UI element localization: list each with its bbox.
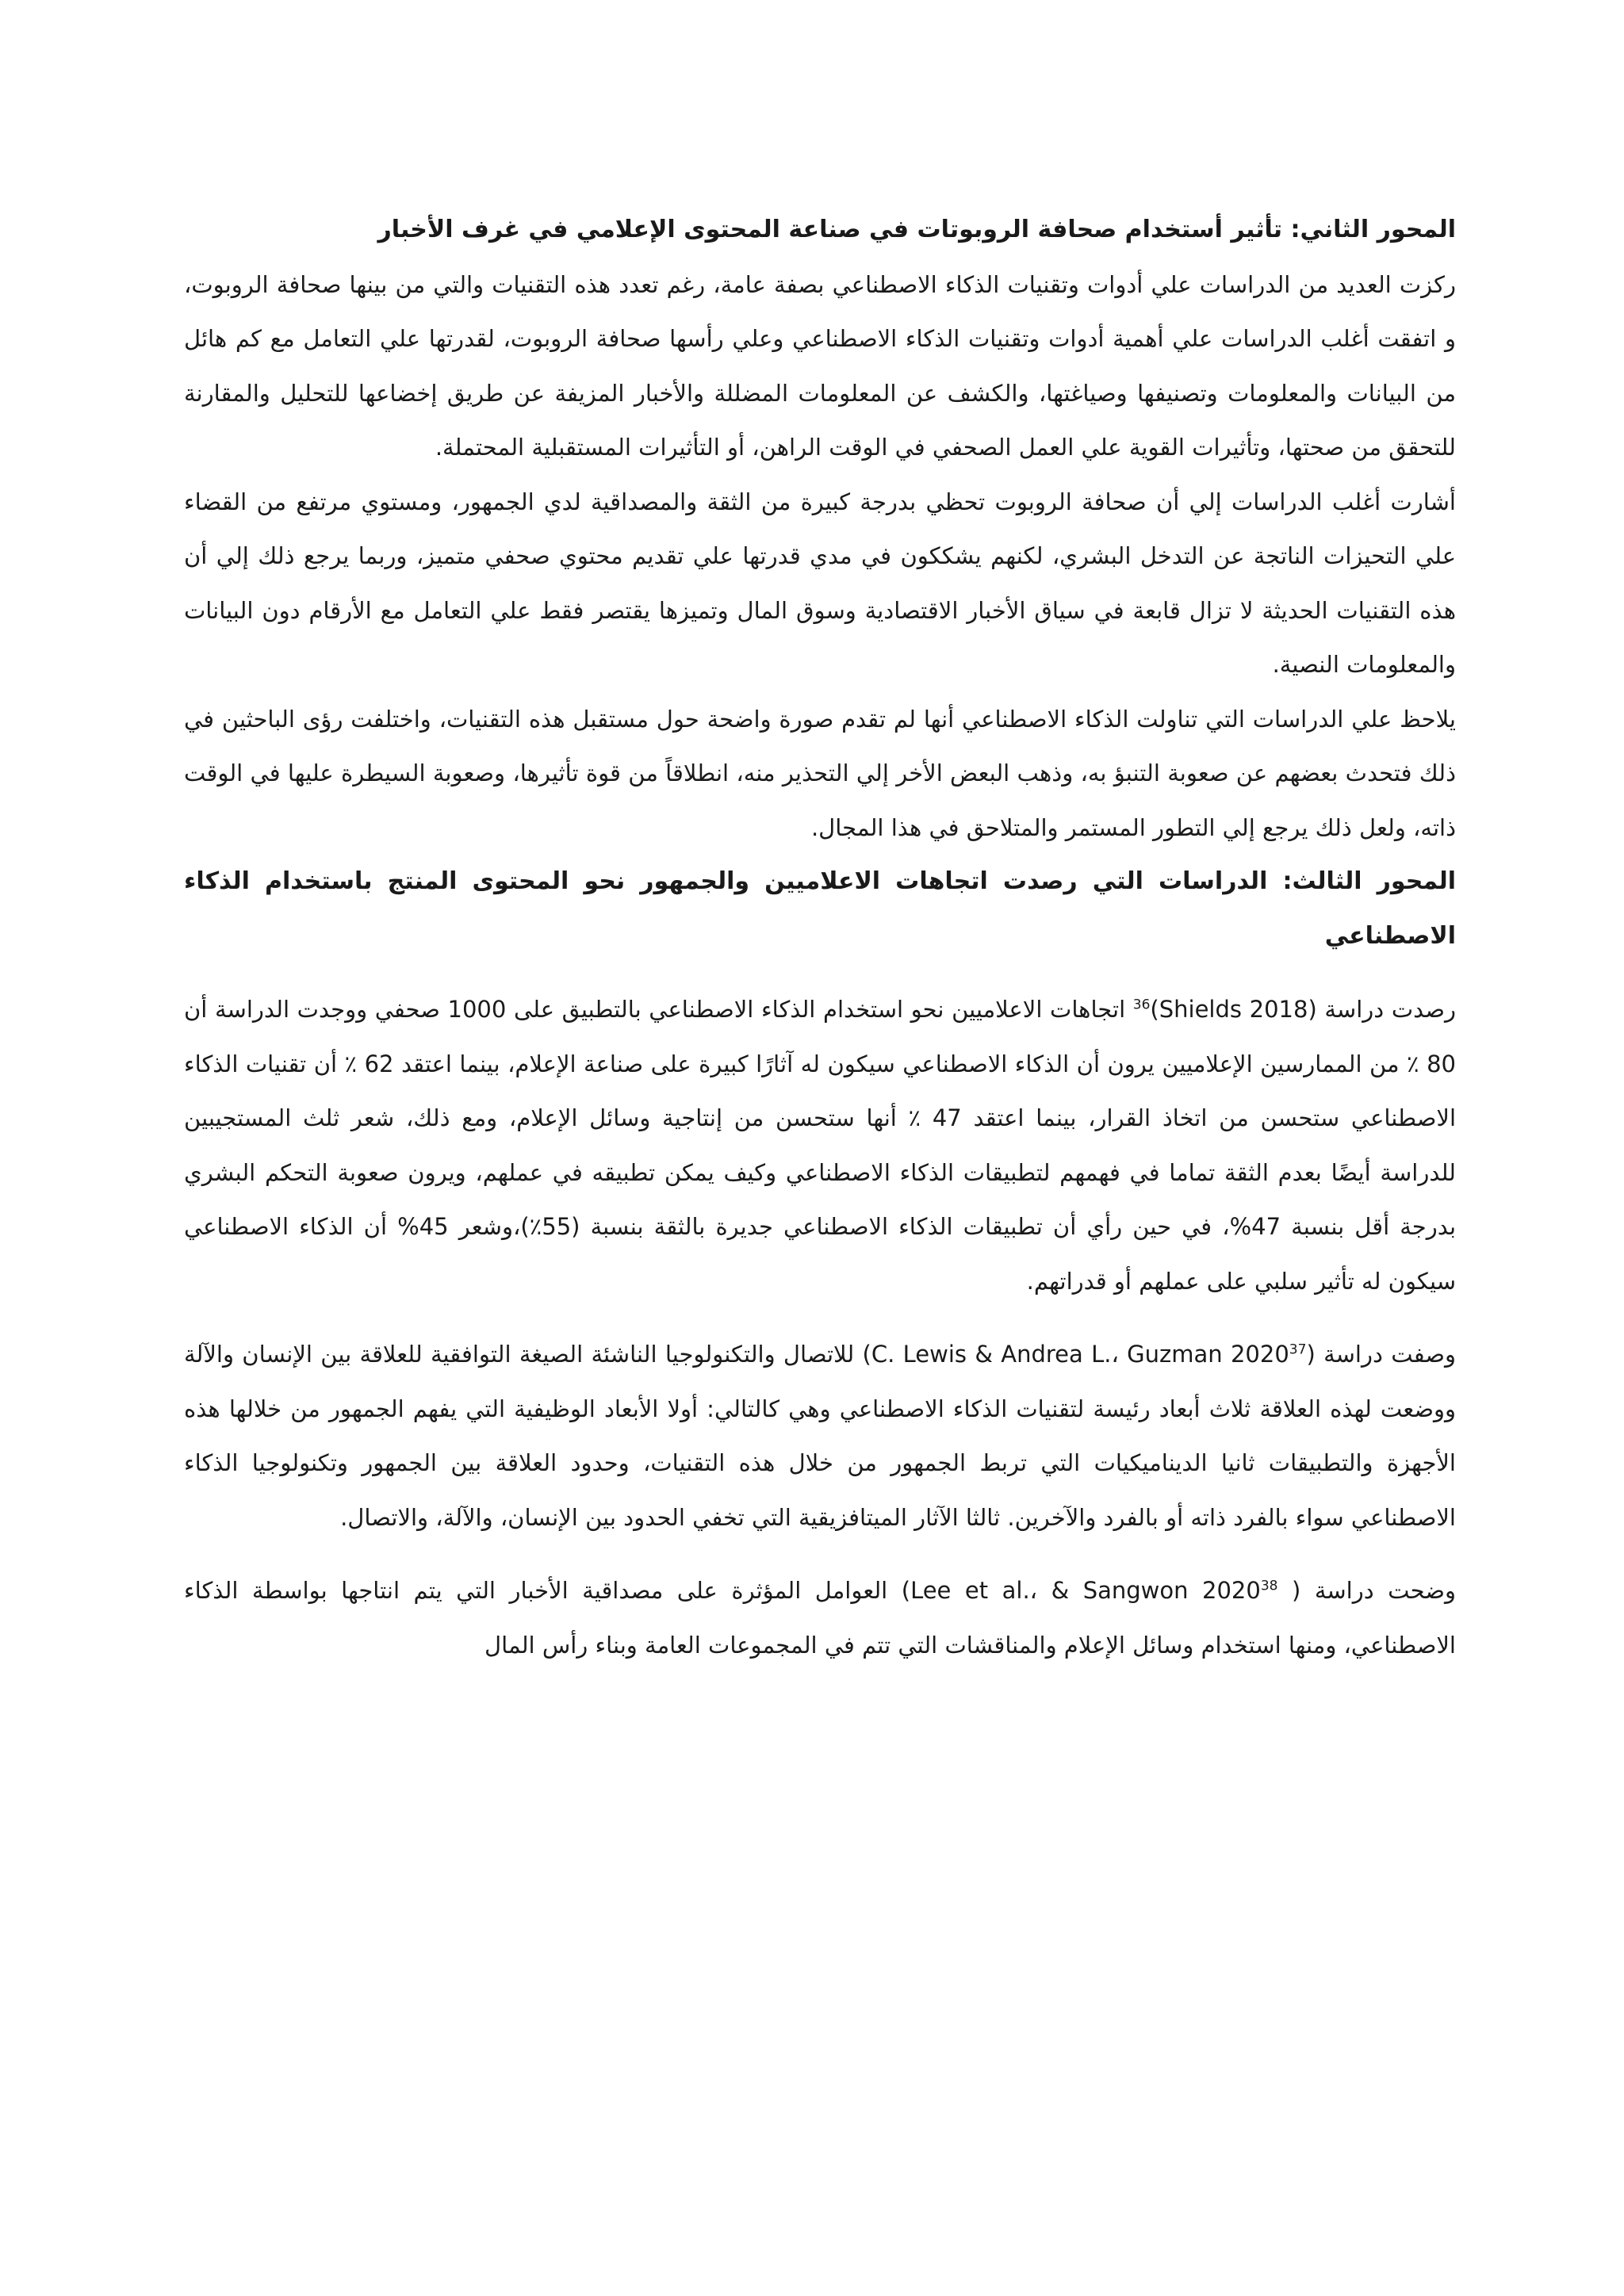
- shields-study-text: اتجاهات الاعلاميين نحو استخدام الذكاء الاصطناعي بالتطبيق على 1000 صحفي ووجدت الدراسة أن 80 ٪ من الممارسين الإعلاميين يرون أن الذكاء الاصطناعي سيكون له آثارًا كبيرة على صناعة الإعلام، بينما اعتقد 62 ٪ أن تقنيات الذكاء الاصطناعي ستحسن من اتخاذ القرار، بينما اعتقد 47 ٪ أنها ستحسن من إنتاجية وسائل الإعلام، ومع ذلك، شعر ثلث المستجيبين للدراسة أيضًا بعدم الثقة تماما في فهمهم لتطبيقات الذكاء الاصطناعي وكيف يمكن تطبيقه في عملهم، ويرون صعوبة التحكم البشري بدرجة أقل بنسبة 47%، في حين رأي أن تطبيقات الذكاء الاصطناعي جديرة بالثقة بنسبة (55٪)،وشعر 45% أن الذكاء الاصطناعي سيكون له تأثير سلبي على عملهم أو قدراتهم.: [184, 996, 1457, 1295]
- footnote-ref-37: 37: [1289, 1341, 1307, 1358]
- shields-citation-text: رصدت دراسة (Shields 2018): [1150, 996, 1456, 1023]
- paragraph-robot-journalism-credibility: أشارت أغلب الدراسات إلي أن صحافة الروبوت تحظي بدرجة كبيرة من الثقة والمصداقية لدي الجمهور، ومستوي مرتفع من القضاء علي التحيزات الناتجة عن التدخل البشري، لكنهم يشككون في مدي قدرتها علي تقديم محتوي صحفي متميز، وربما يرجع ذلك إلي أن هذه التقنيات الحديثة لا تزال قابعة في سياق الأخبار الاقتصادية وسوق المال وتميزها يقتصر فقط علي التعامل مع الأرقام دون البيانات والمعلومات النصية.: [184, 488, 1456, 678]
- sangwon-year: 2020: [1202, 1577, 1261, 1604]
- guzman-study-text: ) للاتصال والتكنولوجيا الناشئة الصيغة التوافقية للعلاقة بين الإنسان والآلة ووضعت لهذه العلاقة ثلاث أبعاد رئيسة لتقنيات الذكاء الاصطناعي وهي كالتالي: أولا الأبعاد الوظيفية التي يفهم الجمهور من خلالها هذه الأجهزة والتطبيقات ثانيا الديناميكيات التي تربط الجمهور من خلال هذه التقنيات، وحدود العلاقة بين الجمهور وتكنولوجيا الذكاء الاصطناعي سواء بالفرد ذاته أو بالفرد والآخرين. ثالثا الآثار الميتافزيقية التي تخفي الحدود بين الإنسان، والآلة، والاتصال.: [184, 1341, 1456, 1531]
- footnote-ref-38: 38: [1260, 1578, 1278, 1594]
- paragraph-sangwon-lee-study: [184, 1563, 1456, 1672]
- sangwon-study-text: ) العوامل المؤثرة على مصداقية الأخبار التي يتم انتاجها بواسطة الذكاء الاصطناعي، ومنها استخدام وسائل الإعلام والمناقشات التي تتم في المجموعات العامة وبناء رأس المال: [184, 1577, 1456, 1659]
- sangwon-citation-text: وضحت دراسة ( Lee et al.، & Sangwon: [910, 1577, 1456, 1604]
- footnote-ref-36: 36: [1132, 997, 1151, 1013]
- section-heading-axis-three: المحور الثالث: الدراسات التي رصدت اتجاهات الاعلاميين والجمهور نحو المحتوى المنتج باستخدام الذكاء الاصطناعي: [184, 867, 1456, 950]
- guzman-year: 2020: [1230, 1341, 1289, 1368]
- guzman-citation-text: وصفت دراسة (C. Lewis & Andrea L.، Guzman: [871, 1341, 1456, 1368]
- document-body: [184, 203, 1456, 1672]
- paragraph-ai-tools-studies: ركزت العديد من الدراسات علي أدوات وتقنيات الذكاء الاصطناعي بصفة عامة، رغم تعدد هذه التقنيات والتي من بينها صحافة الروبوت، و اتفقت أغلب الدراسات علي أهمية أدوات وتقنيات الذكاء الاصطناعي وعلي رأسها صحافة الروبوت، لقدرتها علي التعامل مع كم هائل من البيانات والمعلومات وتصنيفها وصياغتها، والكشف عن المعلومات المضللة والأخبار المزيفة عن طريق إخضاعها للتحليل والمقارنة للتحقق من صحتها، وتأثيرات القوية علي العمل الصحفي في الوقت الراهن، أو التأثيرات المستقبلية المحتملة.: [184, 270, 1456, 461]
- section-heading-axis-two: المحور الثاني: تأثير أستخدام صحافة الروبوتات في صناعة المحتوى الإعلامي في غرف الأخبار: [377, 216, 1456, 243]
- paragraph-guzman-lewis-study: [184, 1327, 1456, 1544]
- paragraph-future-unclear: يلاحظ علي الدراسات التي تناولت الذكاء الاصطناعي أنها لم تقدم صورة واضحة حول مستقبل هذه التقنيات، واختلفت رؤى الباحثين في ذلك فتحدث بعضهم عن صعوبة التنبؤ به، وذهب البعض الأخر إلي التحذير منه، انطلاقاً من قوة تأثيرها، وصعوبة السيطرة عليها في الوقت ذاته، ولعل ذلك يرجع إلي التطور المستمر والمتلاحق في هذا المجال.: [184, 705, 1456, 841]
- paragraph-shields-study: [184, 982, 1456, 1308]
